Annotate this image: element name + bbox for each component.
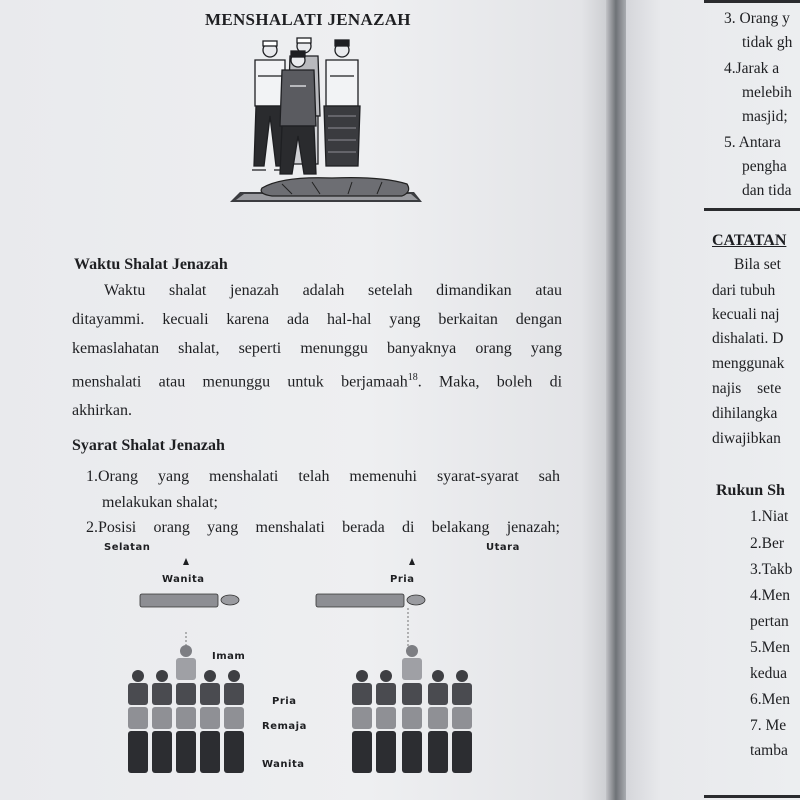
rukun-line: tamba <box>750 742 788 759</box>
label-wanita-body: Wanita <box>162 574 205 585</box>
page-title: MENSHALATI JENAZAH <box>205 10 411 29</box>
list-number: 1. <box>86 468 98 485</box>
list-item <box>86 464 564 516</box>
congregation-left <box>128 670 244 773</box>
rukun-line: 1.Niat <box>750 508 789 525</box>
rukun-line: 6.Men <box>750 691 791 708</box>
list-item <box>724 60 779 78</box>
paragraph-line: ditayammi. kecuali karena ada hal-hal yang berkaitan dengan <box>72 311 562 328</box>
rukun-line: 2.Ber <box>750 535 785 552</box>
rukun-line: 3.Takb <box>750 561 793 578</box>
imam-figure-right <box>402 645 422 680</box>
congregation-right <box>352 670 472 773</box>
label-wanita-row: Wanita <box>262 759 305 770</box>
list-item: pengha <box>742 158 787 175</box>
label-utara: Utara <box>486 542 520 553</box>
book-gutter <box>606 0 628 800</box>
section-heading-waktu: Waktu Shalat Jenazah <box>74 256 228 273</box>
paragraph-line <box>72 363 562 396</box>
list-item <box>86 515 564 541</box>
body-right-icon <box>316 594 425 607</box>
list-number: 4. <box>724 60 736 77</box>
catatan-line: najis sete <box>712 380 782 397</box>
catatan-line: kecuali naj <box>712 306 780 323</box>
list-text: Posisi orang yang menshalati berada di belakang jenazah; <box>98 519 560 536</box>
list-text: Antara <box>738 134 781 151</box>
mid-rule <box>704 208 800 211</box>
paragraph-line: Waktu shalat jenazah adalah setelah dimandikan atau <box>104 282 562 299</box>
label-pria-row: Pria <box>272 696 297 707</box>
body-left-icon <box>140 594 239 607</box>
list-item: masjid; <box>742 108 788 125</box>
list-item: dan tida <box>742 182 792 199</box>
bottom-rule <box>704 795 800 798</box>
catatan-line: Bila set <box>734 256 781 273</box>
catatan-heading: CATATAN <box>712 232 787 249</box>
list-item: melebih <box>742 84 792 101</box>
label-imam: Imam <box>212 651 246 662</box>
man-figure-4 <box>324 40 360 166</box>
catatan-line: dari tubuh <box>712 282 776 299</box>
list-text: Orang yang menshalati telah memenuhi syarat-syarat sah <box>98 468 560 485</box>
paragraph-line-text: menshalati atau menunggu untuk berjamaah <box>72 373 408 391</box>
position-diagram <box>120 550 490 800</box>
right-page <box>626 0 800 800</box>
section-heading-syarat: Syarat Shalat Jenazah <box>72 437 225 454</box>
rukun-line: 4.Men <box>750 587 791 604</box>
arrow-up-icon <box>409 558 415 565</box>
arrow-up-icon <box>183 558 189 565</box>
catatan-line: dihilangka <box>712 405 778 422</box>
paragraph-waktu <box>72 276 562 425</box>
label-remaja-row: Remaja <box>262 721 307 732</box>
catatan-line: dishalati. D <box>712 330 784 347</box>
label-selatan: Selatan <box>104 542 151 553</box>
list-text: melakukan shalat; <box>102 494 218 511</box>
rukun-line: 5.Men <box>750 639 791 656</box>
list-text: Orang y <box>739 10 790 27</box>
footnote-ref: 18 <box>407 372 418 383</box>
label-pria-body: Pria <box>390 574 415 585</box>
top-rule <box>704 0 800 3</box>
prayer-illustration <box>222 36 432 208</box>
rukun-heading: Rukun Sh <box>716 482 785 499</box>
paragraph-line-tail: . Maka, boleh di <box>417 373 563 391</box>
rukun-line: pertan <box>750 613 789 630</box>
paragraph-line: kemaslahatan shalat, seperti menunggu banyaknya orang yang <box>72 340 562 357</box>
imam-figure-left <box>176 645 196 680</box>
list-number: 3. <box>724 10 736 27</box>
catatan-line: menggunak <box>712 355 785 372</box>
list-text: Jarak a <box>735 60 780 77</box>
paragraph-line: akhirkan. <box>72 402 132 420</box>
rukun-line: kedua <box>750 665 788 682</box>
body-shroud <box>261 178 409 196</box>
list-item: tidak gh <box>742 34 793 51</box>
list-number: 5. <box>724 134 736 151</box>
list-number: 2. <box>86 519 98 536</box>
list-item <box>724 10 790 28</box>
list-item <box>724 134 781 152</box>
rukun-line: 7. Me <box>750 717 787 734</box>
catatan-line: diwajibkan <box>712 430 781 447</box>
